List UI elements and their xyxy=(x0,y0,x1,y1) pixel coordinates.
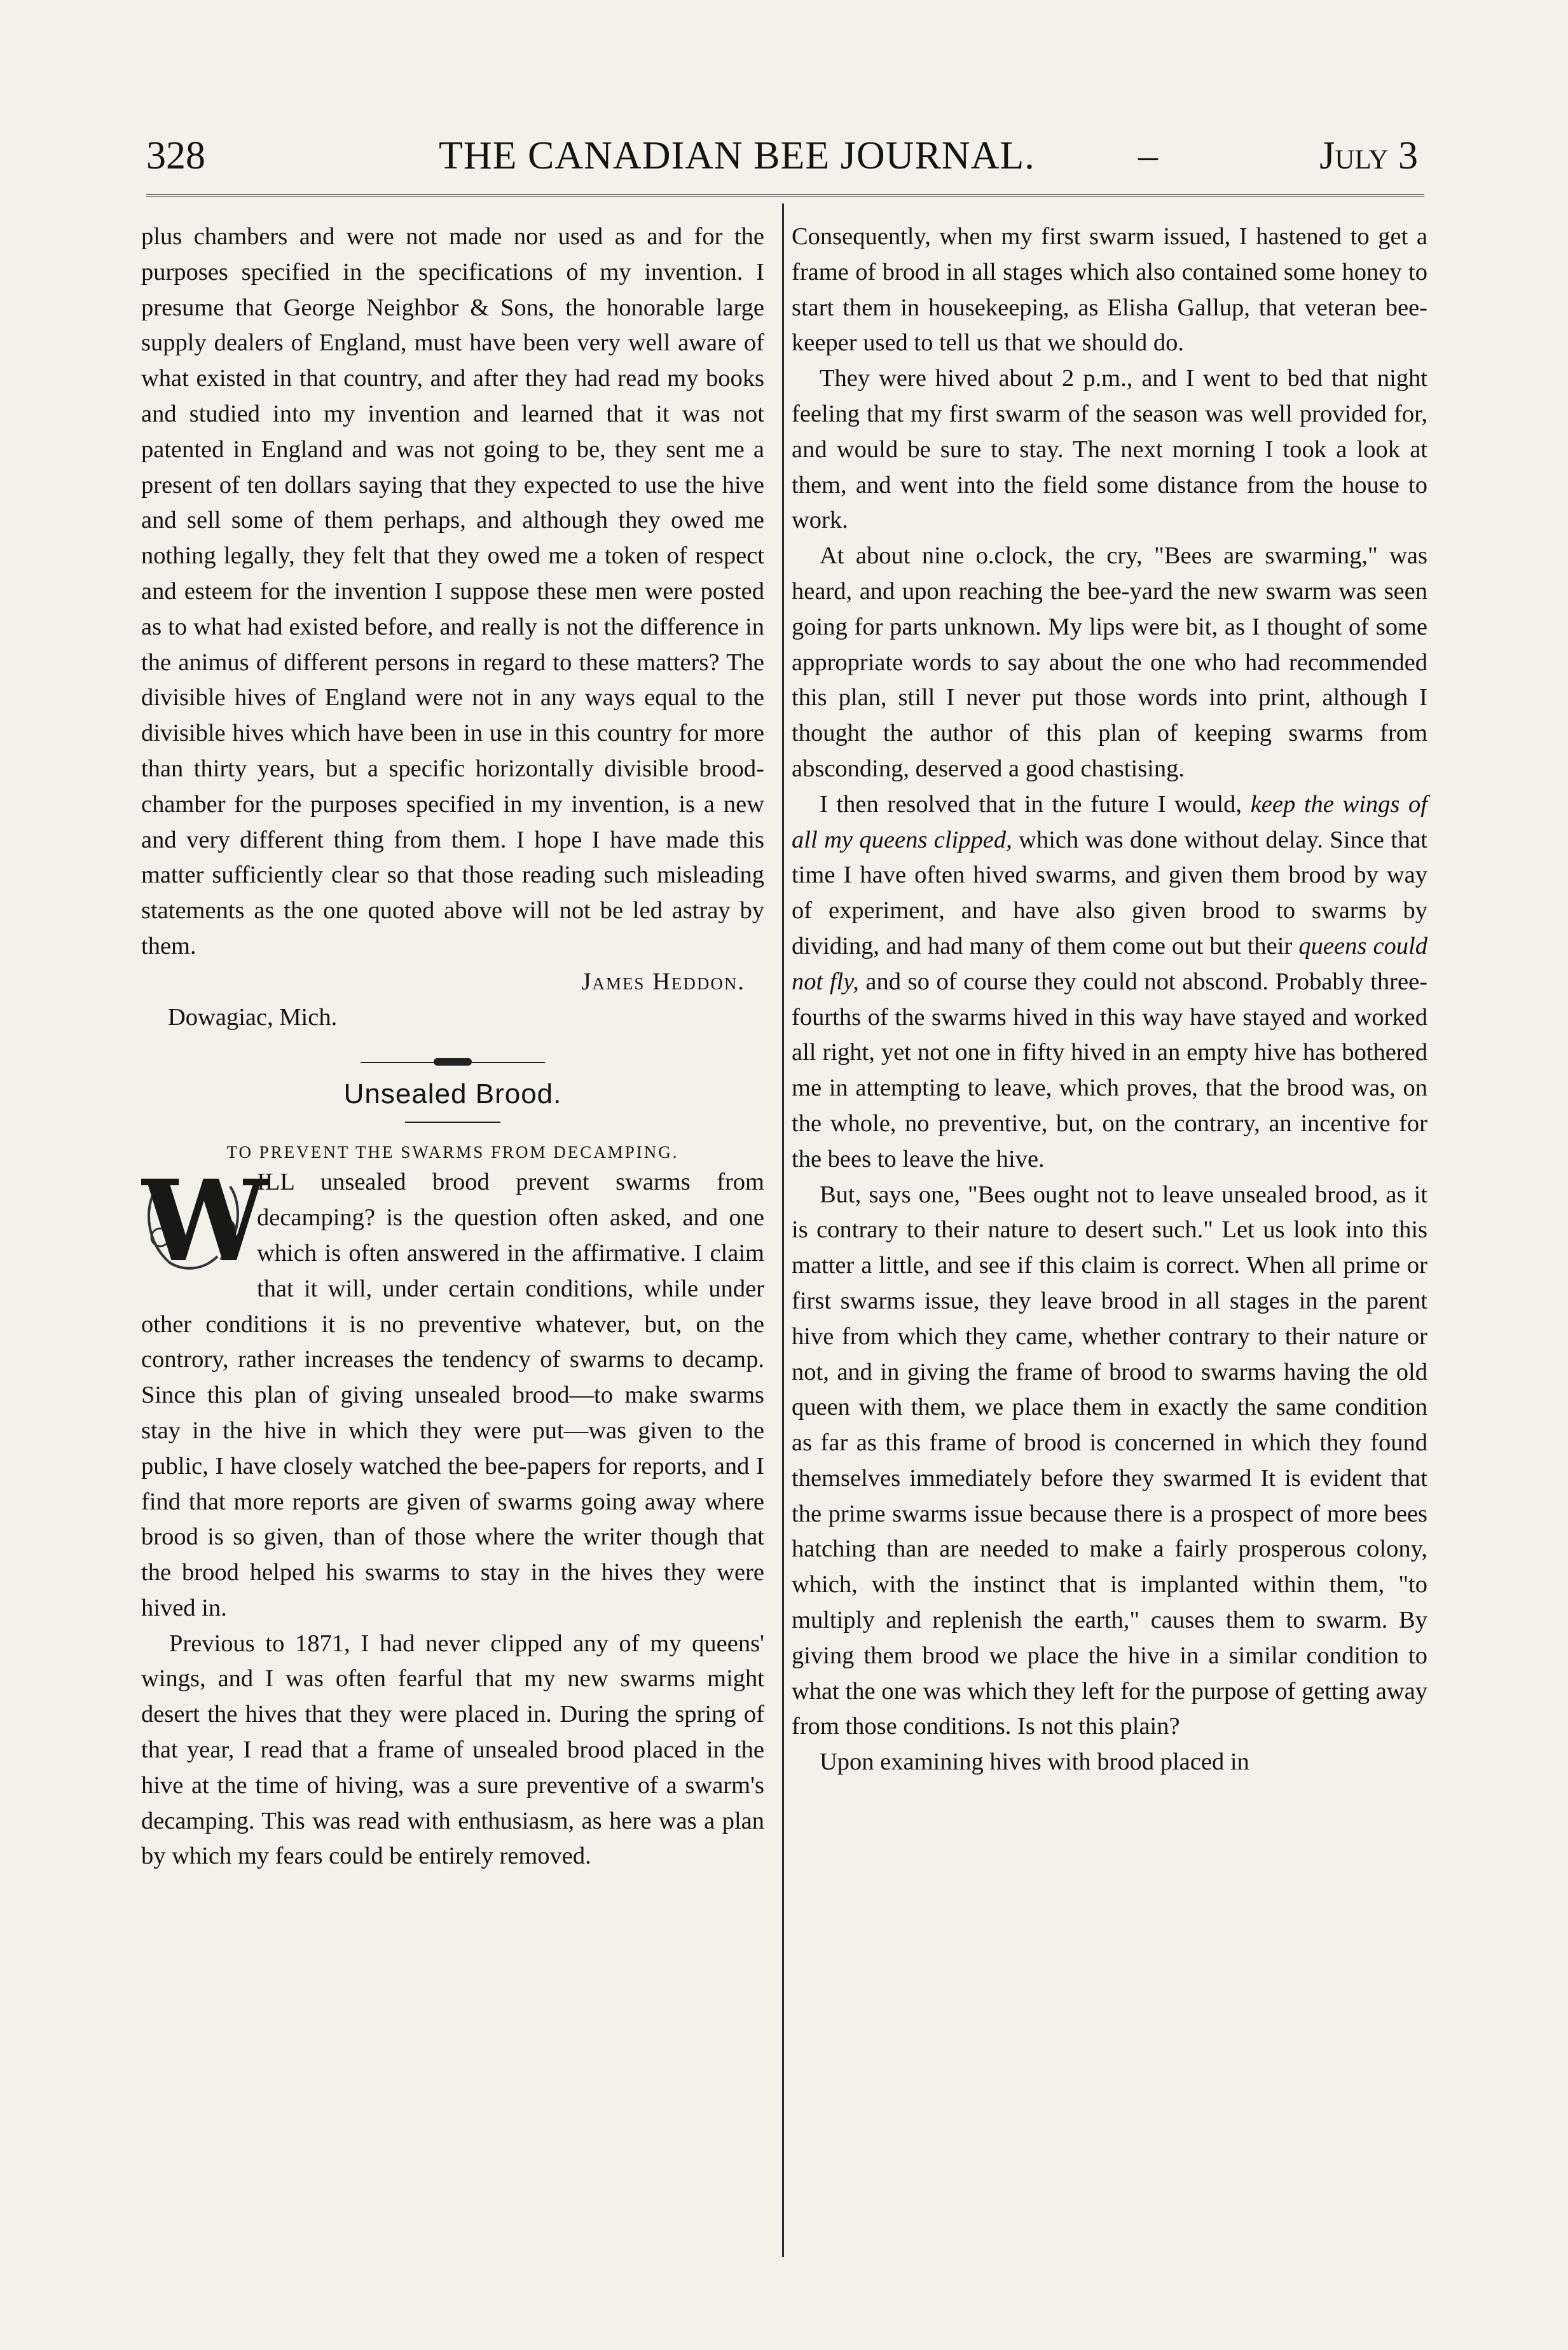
para4-text-a: I then resolved that in the future I would, xyxy=(820,790,1251,818)
para4-text-b: which was done without delay. Since that time I have often hived swarms, and given them brood by way of experiment, and have also given brood to swarms by dividing, and had many of them come out but their xyxy=(792,826,1427,959)
author-signature: James Heddon. xyxy=(581,968,745,995)
right-column xyxy=(792,219,1427,1780)
article-title: Unsealed Brood. xyxy=(343,1078,562,1110)
right-paragraph-4 xyxy=(792,787,1427,1178)
para4-italic-b: queens could not fly, xyxy=(792,932,1428,995)
left-paragraph-2: ILL unsealed brood prevent swarms from decamping? is the question often asked, and one which is often answered in the affirmative. I claim that it will, under certain conditions, while under other conditions it is no preventive whatever, but, on the controry, rather increases the tendency of swarms to decamp. Since this plan of giving unsealed brood—to make swarms stay in the hive in which they were put—was given to the public, I have closely watched the bee-papers for reports, and I find that more reports are given of swarms going away where brood is so given, than of those where the writer though that the brood helped his swarms to stay in the hives they were hived in. xyxy=(141,1169,764,1621)
para4-text-c: and so of course they could not abscond. Probably three-fourths of the swarms hived in this way have stayed and worked all right, yet not one in fifty hived in an empty hive has bothered me in attempting to leave, which proves, that the brood was, on the whole, no preventive, but, on the contrary, an incentive for the bees to leave the hive. xyxy=(792,968,1428,1172)
left-column xyxy=(141,219,764,1874)
page-header xyxy=(146,127,1418,184)
header-dash: – xyxy=(1138,134,1158,177)
issue-date: July 3 xyxy=(1319,134,1418,177)
column-divider xyxy=(782,203,784,2257)
right-paragraph-1: Consequently, when my first swarm issued, I hastened to get a frame of brood in all stages which also contained some honey to start them in housekeeping, as Elisha Gallup, that veteran bee-keeper used to tell us that we should do. xyxy=(792,223,1427,357)
left-paragraph-1: plus chambers and were not made nor used as and for the purposes specified in the specifications of my invention. I presume that George Neighbor & Sons, the honorable large supply dealers of England, must have been very well aware of what existed in that country, and after they had read my books and studied into my invention and learned that it was not patented in England and was not going to be, they sent me a present of ten dollars saying that they expected to use the hive and sell some of them perhaps, and although they owed me nothing legally, they felt that they owed me a token of respect and esteem for the invention I suppose these men were posted as to what had existed before, and really is not the difference in the animus of different persons in regard to these matters? The divisible hives of England were not in any ways equal to the divisible hives which have been in use in this country for more than thirty years, but a specific horizontally divisible brood-chamber for the purposes specified in my invention, is a new and very different thing from them. I hope I have made this matter sufficiently clear so that those reading such misleading statements as the one quoted above will not be led astray by them. xyxy=(141,223,764,959)
section-ornament xyxy=(361,1057,545,1068)
left-paragraph-3: Previous to 1871, I had never clipped any of my queens' wings, and I was often fearful that my new swarms might desert the hives that they were placed in. During the spring of that year, I read that a frame of unsealed brood placed in the hive at the time of hiving, was a sure preventive of a swarm's decamping. This was read with enthusiasm, as here was a plan by which my fears could be entirely removed. xyxy=(141,1630,764,1870)
para4-italic-a: keep the wings of all my queens clipped, xyxy=(792,790,1427,853)
author-location: Dowagiac, Mich. xyxy=(168,1003,338,1031)
journal-title: THE CANADIAN BEE JOURNAL. xyxy=(439,134,1035,177)
header-rule xyxy=(146,194,1424,196)
right-paragraph-6: Upon examining hives with brood placed in xyxy=(820,1749,1249,1776)
right-paragraph-2: They were hived about 2 p.m., and I went to bed that night feeling that my first swarm of the season was well provided for, and would be sure to stay. The next morning I took a look at them, and went into the field some distance from the house to work. xyxy=(792,365,1427,534)
ornamental-dropcap xyxy=(141,1165,267,1288)
title-rule xyxy=(405,1122,500,1123)
right-paragraph-5: But, says one, "Bees ought not to leave unsealed brood, as it is contrary to their nature to desert such." Let us look into this matter a little, and see if this claim is correct. When all prime or first swarms issue, they leave brood in all stages in the parent hive from which they came, whether contrary to their nature or not, and in giving the frame of brood to swarms having the old queen with them, we place them in exactly the same condition as far as this frame of brood is concerned in which they found themselves immediately before they swarmed It is evident that the prime swarms issue because there is a prospect of more bees hatching than are needed to make a fairly prosperous colony, which, with the instinct that is implanted within them, "to multiply and replenish the earth," causes them to swarm. By giving them brood we place the hive in a similar condition to what the one was which they left for the purpose of getting away from those conditions. Is not this plain? xyxy=(792,1181,1427,1740)
article-subhead: TO PREVENT THE SWARMS FROM DECAMPING. xyxy=(226,1143,679,1162)
dropcap-letter: W xyxy=(141,1165,267,1288)
article-opening xyxy=(141,1165,764,1626)
page-number: 328 xyxy=(146,134,205,177)
right-paragraph-3: At about nine o.clock, the cry, "Bees are swarming," was heard, and upon reaching the bee-yard the new swarm was seen going for parts unknown. My lips were bit, as I thought of some appropriate words to say about the one who had recommended this plan, still I never put those words into print, although I thought the author of this plan of keeping swarms from absconding, deserved a good chastising. xyxy=(792,542,1427,782)
